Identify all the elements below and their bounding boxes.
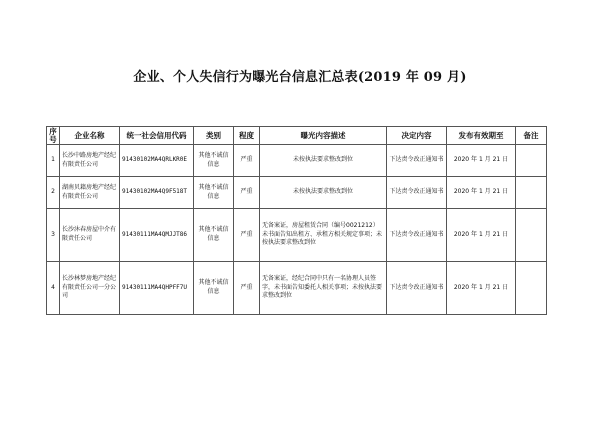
cell-category: 其他不诚信信息	[194, 177, 234, 209]
header-decision: 决定内容	[387, 127, 447, 145]
cell-category: 其他不诚信信息	[194, 262, 234, 315]
cell-credit-code: 91430111MA4QMJJT86	[120, 209, 194, 262]
cell-remark	[516, 177, 547, 209]
cell-description: 无备案证，房屋租赁合同（编号0021212）未书面告知出租方、承租方相关规定事项；未按执法要求整改到位	[260, 209, 387, 262]
cell-credit-code: 91430111MA4QHPFF7U	[120, 262, 194, 315]
cell-degree: 严重	[234, 262, 260, 315]
table-header	[47, 127, 547, 145]
cell-remark	[516, 145, 547, 177]
cell-valid-until: 2020 年 1 月 21 日	[447, 145, 516, 177]
cell-decision: 下达责令改正通知书	[387, 177, 447, 209]
cell-seq: 4	[47, 262, 60, 315]
cell-company: 长沙林梦房地产经纪有限责任公司一分公司	[60, 262, 120, 315]
cell-seq: 2	[47, 177, 60, 209]
header-valid-until: 发布有效期至	[447, 127, 516, 145]
cell-decision: 下达责令改正通知书	[387, 262, 447, 315]
cell-seq: 1	[47, 145, 60, 177]
cell-valid-until: 2020 年 1 月 21 日	[447, 177, 516, 209]
table-row	[47, 177, 547, 209]
header-seq: 序号	[47, 127, 60, 145]
cell-valid-until: 2020 年 1 月 21 日	[447, 262, 516, 315]
cell-remark	[516, 262, 547, 315]
cell-description: 未按执法要求整改到位	[260, 177, 387, 209]
cell-company: 长沙中路房地产经纪有限责任公司	[60, 145, 120, 177]
header-company: 企业名称	[60, 127, 120, 145]
cell-category: 其他不诚信信息	[194, 145, 234, 177]
table-row	[47, 262, 547, 315]
cell-decision: 下达责令改正通知书	[387, 209, 447, 262]
cell-seq: 3	[47, 209, 60, 262]
exposure-table	[46, 126, 547, 315]
cell-remark	[516, 209, 547, 262]
cell-description: 未按执法要求整改到位	[260, 145, 387, 177]
cell-degree: 严重	[234, 209, 260, 262]
header-row	[47, 127, 547, 145]
cell-description: 无备案证，经纪合同中只有一名协理人员签字，未书面告知委托人相关事项；未按执法要求整改到位	[260, 262, 387, 315]
table-row	[47, 209, 547, 262]
header-category: 类别	[194, 127, 234, 145]
cell-credit-code: 91430102MA4QRLKR0E	[120, 145, 194, 177]
table-body	[47, 145, 547, 315]
cell-valid-until: 2020 年 1 月 21 日	[447, 209, 516, 262]
cell-credit-code: 91430102MA4Q9F518T	[120, 177, 194, 209]
cell-degree: 严重	[234, 145, 260, 177]
cell-category: 其他不诚信信息	[194, 209, 234, 262]
header-remark: 备注	[516, 127, 547, 145]
cell-degree: 严重	[234, 177, 260, 209]
cell-company: 湖南贝籍房地产经纪有限责任公司	[60, 177, 120, 209]
cell-decision: 下达责令改正通知书	[387, 145, 447, 177]
header-credit-code: 统一社会信用代码	[120, 127, 194, 145]
header-degree: 程度	[234, 127, 260, 145]
cell-company: 长沙沐春房屋中介有限责任公司	[60, 209, 120, 262]
header-description: 曝光内容描述	[260, 127, 387, 145]
document-title: 企业、个人失信行为曝光台信息汇总表(2019 年 09 月)	[133, 70, 467, 85]
table-row	[47, 145, 547, 177]
